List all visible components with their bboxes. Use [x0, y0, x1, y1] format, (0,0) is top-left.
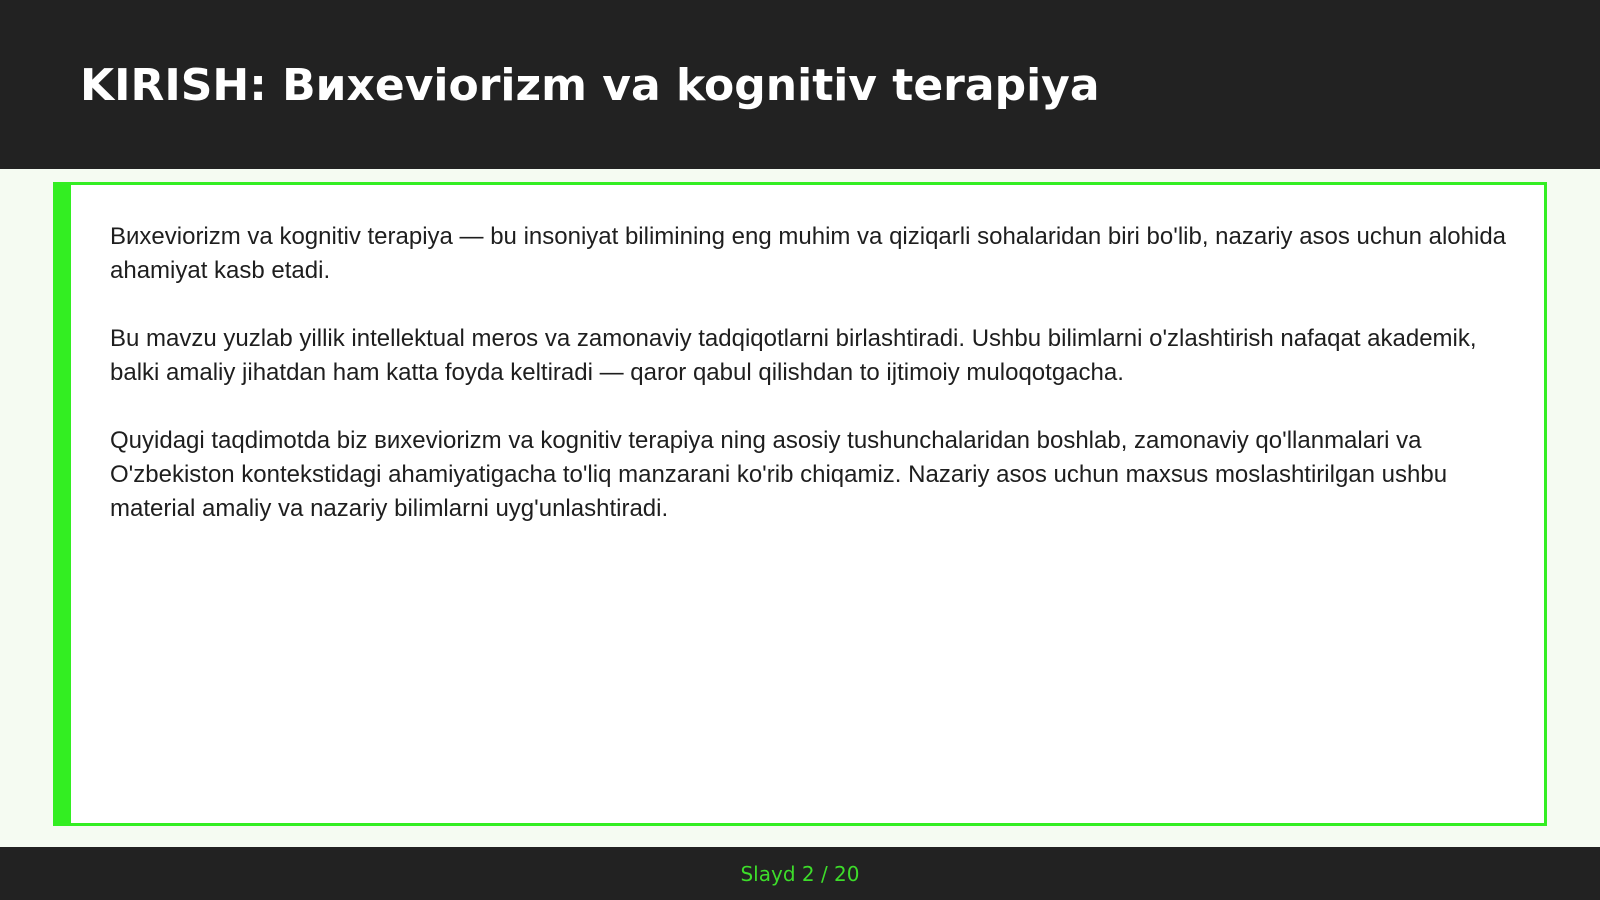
paragraph-overview: Quyidagi taqdimotda biz вихeviorizm va kognitiv terapiya ning asosiy tushunchalaridan boshlab, zamonaviy qo'llanmalari va O'zbekiston kontekstidagi ahamiyatigacha to'liq manzarani ko'rib chiqamiz. Nazariy asos uchun maxsus moslashtirilgan ushbu material amaliy va nazariy bilimlarni uyg'unlashtiradi. [110, 427, 1448, 522]
slide-counter: Slayd 2 / 20 [740, 862, 860, 886]
slide-title: KIRISH: Вихeviorizm va kognitiv terapiya [80, 60, 1100, 111]
slide-header [0, 0, 1600, 169]
paragraph-heritage: Bu mavzu yuzlab yillik intellektual meros va zamonaviy tadqiqotlarni birlashtiradi. Ushbu bilimlarni o'zlashtirish nafaqat akademik, balki amaliy jihatdan ham katta foyda keltiradi — qaror qabul qilishdan to ijtimoiy muloqotgacha. [110, 325, 1477, 386]
content-card [53, 182, 1547, 826]
slide-footer [0, 847, 1600, 900]
paragraph-intro: Вихeviorizm va kognitiv terapiya — bu insoniyat bilimining eng muhim va qiziqarli sohalaridan biri bo'lib, nazariy asos uchun alohida ahamiyat kasb etadi. [110, 223, 1507, 284]
content-text [110, 220, 1510, 560]
